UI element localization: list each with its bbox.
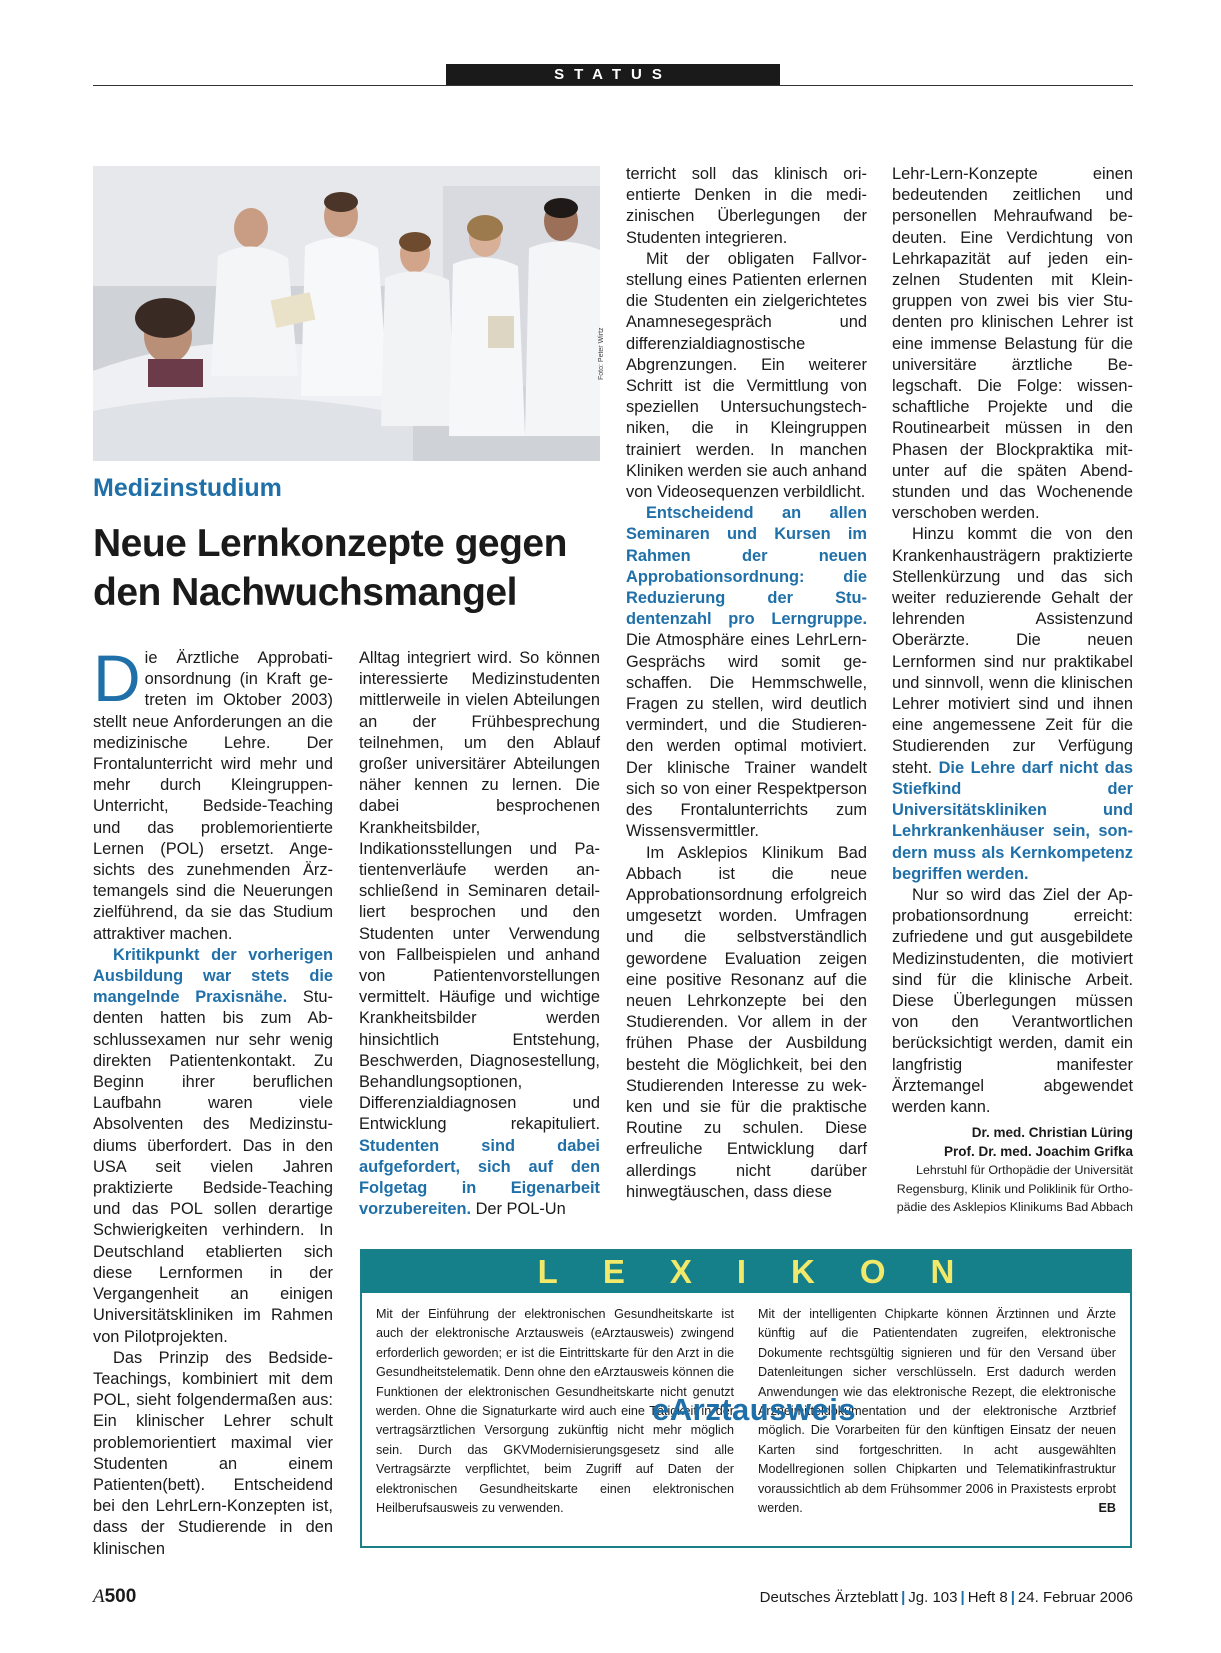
journal-date: 24. Februar 2006	[1017, 1589, 1133, 1606]
photo-credit: Foto: Peter Wirtz	[598, 327, 605, 380]
paragraph-text: Der POL-Un	[471, 1200, 566, 1219]
paragraph	[626, 503, 867, 842]
article-photo	[93, 166, 600, 461]
lexikon-signature: EB	[1098, 1501, 1116, 1516]
body-column-4	[892, 164, 1133, 1118]
paragraph-text: ie Ärztliche Approbationsordnung (in Kraft getreten im Oktober 2003) stellt neue Anforderungen an die medizinische Lehre. Der Frontalunterricht wird mehr und mehr durch KleingruppenUnterricht, Bedside-Teaching und das problemorientierte Lernen (POL) ersetzt. Angesichts des zunehmenden Ärztemangels sind die Neuerungen zielführend, da sie das Studium attraktiver machen.	[93, 649, 333, 943]
author-affiliation: Lehrstuhl für Orthopädie der Universität Regensburg, Klinik und Poliklinik für Orthopädie des Asklepios Klinikums Bad Abbach	[896, 1163, 1133, 1214]
highlight-text: Entscheidend an allen Seminaren und Kursen im Rahmen der neuen Approbationsordnung: die Reduzierung der Studentenzahl pro Lerngruppe.	[626, 504, 867, 629]
header-rule	[93, 85, 1133, 86]
page-number-value: 500	[104, 1586, 137, 1607]
highlight-text: Die Lehre darf nicht das Stiefkind der Universitätskliniken und Lehrkrankenhäuser sein, sondern muss als Kernkompetenz begriffen werden.	[892, 758, 1133, 883]
paragraph	[359, 648, 600, 1220]
paragraph-text: Im Asklepios Klinikum Bad Abbach ist die neue Approbationsordnung erfolgreich umgesetzt worden. Umfragen und die selbstverständlich gewordene Evaluation zeigen eine positive Resonanz auf die neuen Lehrkonzepte bei den Studierenden. Vor allem in der frühen Phase der Ausbildung besteht die Möglichkeit, bei den Studierenden Interesse zu wekken und sie für die praktische Routine zu schulen. Diese erfreuliche Entwicklung darf allerdings nicht darüber hinwegtäuschen, dass diese	[626, 843, 867, 1201]
lexikon-body	[376, 1305, 1116, 1541]
section-label: STATUS	[446, 64, 780, 85]
paragraph-text: Studenten hatten bis zum Abschlussexamen nur sehr wenig direkten Patientenkontakt. Zu Beginn ihrer beruflichen Laufbahn waren viele Absolventen des Medizinstudiums überfordert. Das in den USA seit vielen Jahren praktizierte Bedside-Teaching und das POL sollen derartige Schwierigkeiten verhindern. In Deutschland etablierten sich diese Lernformen in der Vergangenheit an einigen Universitätskliniken im Rahmen von Pilotprojekten.	[93, 988, 333, 1346]
journal-name: Deutsches Ärzteblatt	[759, 1589, 899, 1606]
photo-illustration	[93, 166, 600, 461]
paragraph-text: Die Atmosphäre eines LehrLern-Gesprächs wird somit geschaffen. Die Hemmschwelle, Fragen zu stellen, wird deutlich vermindert, und die Studierenden werden optimal motiviert. Der klinische Trainer wandelt sich so von einer Respektperson des Frontalunterrichts zum Wissensvermittler.	[626, 631, 867, 841]
lexikon-heading: LEXIKON	[362, 1251, 1130, 1293]
paragraph-text: terricht soll das klinisch orientierte Denken in die medizinischen Überlegungen der Studenten integrieren.	[626, 165, 867, 247]
paragraph-text: Das Prinzip des BedsideTeachings, kombiniert mit dem POL, sieht folgendermaßen aus: Ein klinischer Lehrer schult problemorientiert maximal vier Studenten an einem Patienten(bett). Entscheidend bei den LehrLern-Konzepten ist, dass der Studierende in den klinischen	[93, 1348, 333, 1558]
paragraph-text: Alltag integriert wird. So können interessierte Medizinstudenten mittlerweile in vielen Abteilungen an der Frühbesprechung teilnehmen, um den Ablauf großer universitärer Abteilungen näher kennen zu lernen. Die dabei besprochenen Krankheitsbilder, Indikationsstellungen und Patientenverläufe werden anschließend in Seminaren detailliert besprochen und den Studenten unter Verwendung von Fallbeispielen und anhand von Patientenvorstellungen vermittelt. Häufige und wichtige Krankheitsbilder werden hinsichtlich Entstehung, Beschwerden, Diagnosestellung, Behandlungsoptionen, Differenzialdiagnosen und Entwicklung rekapituliert.	[359, 649, 600, 1134]
page-number	[93, 1586, 136, 1608]
lexikon-title: eArztausweis	[652, 1392, 857, 1427]
journal-volume: Jg. 103	[908, 1589, 958, 1606]
paragraph	[892, 524, 1133, 884]
paragraph	[93, 641, 333, 945]
lexikon-paragraph: Mit der intelligenten Chipkarte können Ärztinnen und Ärzte künftig auf die Patientendaten zugreifen, elektronische Dokumente rechtsgültig signieren und für den Versand über Datenleitungen sicher verschlüsseln. Erst dadurch werden Anwendungen wie das elektronische Rezept, die elektronische Arzneimitteldokumentation und der elektronische Arztbrief möglich. Die Vorarbeiten für den künftigen Einsatz der neuen Karten sind fortgeschritten. In acht ausgewählten Modellregionen sollen Chipkarten und Telematikinfrastruktur voraussichtlich ab dem Frühsommer 2006 in Praxistests erprobt werden.	[758, 1307, 1116, 1516]
separator: |	[1010, 1589, 1015, 1606]
journal-info	[760, 1589, 1133, 1606]
separator: |	[960, 1589, 965, 1606]
lexikon-box	[360, 1249, 1132, 1548]
author-block	[880, 1123, 1133, 1217]
author-name: Prof. Dr. med. Joachim Grifka	[943, 1144, 1133, 1159]
article-kicker: Medizinstudium	[93, 474, 282, 502]
journal-issue: Heft 8	[967, 1589, 1008, 1606]
paragraph-text: Nur so wird das Ziel der Approbationsordnung erreicht: zufriedene und gut ausgebildete Medizinstudenten, die motiviert sind für die klinische Arbeit. Diese Überlegungen müssen von den Verantwortlichen berücksichtigt werden, damit ein langfristig manifester Ärztemangel abgewendet werden kann.	[892, 885, 1133, 1116]
body-column-1	[93, 641, 333, 1560]
body-column-3	[626, 164, 867, 1203]
paragraph-text: Mit der obligaten Fallvorstellung eines Patienten erlernen die Studenten ein zielgerichtetes Anamnesegespräch und differenzialdiagnostische Abgrenzungen. Ein weiterer Schritt ist die Vermittlung von speziellen Untersuchungstechniken, die in Kleingruppen trainiert werden. In manchen Kliniken werden sie auch anhand von Videosequenzen verbildlicht.	[626, 249, 867, 502]
page-prefix: A	[93, 1586, 105, 1607]
paragraph-text: Hinzu kommt die von den Krankenhausträgern praktizierte Stellenkürzung und das sich weiter reduzierende Gehalt der lehrenden Assistenzund Oberärzte. Die neuen Lernformen sind nur praktikabel und sinnvoll, wenn die klinischen Lehrer motiviert sind und ihnen eine angemessene Zeit für die Studierenden zur Verfügung steht.	[892, 525, 1133, 777]
highlight-text: Kritikpunkt der vorherigen Ausbildung war stets die mangelnde Praxisnähe.	[93, 945, 333, 1007]
separator: |	[901, 1589, 906, 1606]
author-name: Dr. med. Christian Lüring	[971, 1125, 1133, 1140]
paragraph-text: Lehr-Lern-Konzepte einen bedeutenden zeitlichen und personellen Mehraufwand bedeuten. Eine Verdichtung von Lehrkapazität auf jeden einzelnen Studenten mit Kleingruppen von zwei bis vier Studenten pro klinischen Lehrer ist eine immense Belastung für die universitäre ärztliche Belegschaft. Die Folge: wissenschaftliche Projekte und die Routinearbeit müssen in den Phasen der Blockpraktika mitunter auf die späten Abendstunden und das Wochenende verschoben werden.	[892, 165, 1133, 523]
dropcap: D	[93, 641, 141, 715]
lexikon-text-left: Mit der Einführung der elektronischen Gesundheitskarte ist auch der elektronische Arztausweis (eArztausweis) zwingend erforderlich geworden; er ist die Eintrittskarte für den Arzt in die Gesundheitstelematik. Denn ohne den eArztausweis können die Funktionen der elektronischen Gesundheitskarte nicht genutzt werden. Ohne die Signaturkarte wird auch eine Tätigkeit in der vertragsärztlichen Versorgung zukünftig nicht mehr möglich sein. Durch das GKVModernisierungsgesetz sind alle Vertragsärzte verpflichtet, beim Zugriff auf Daten der elektronischen Gesundheitskarte einen elektronischen Heilberufsausweis zu verwenden.	[376, 1307, 734, 1516]
body-column-2	[359, 648, 600, 1220]
paragraph	[93, 945, 333, 1348]
highlight-text: Studenten sind dabei aufgefordert, sich auf den Folgetag in Eigenarbeit vorzubereiten.	[359, 1136, 600, 1219]
article-headline: Neue Lernkonzepte gegen den Nachwuchsmangel	[93, 522, 567, 614]
